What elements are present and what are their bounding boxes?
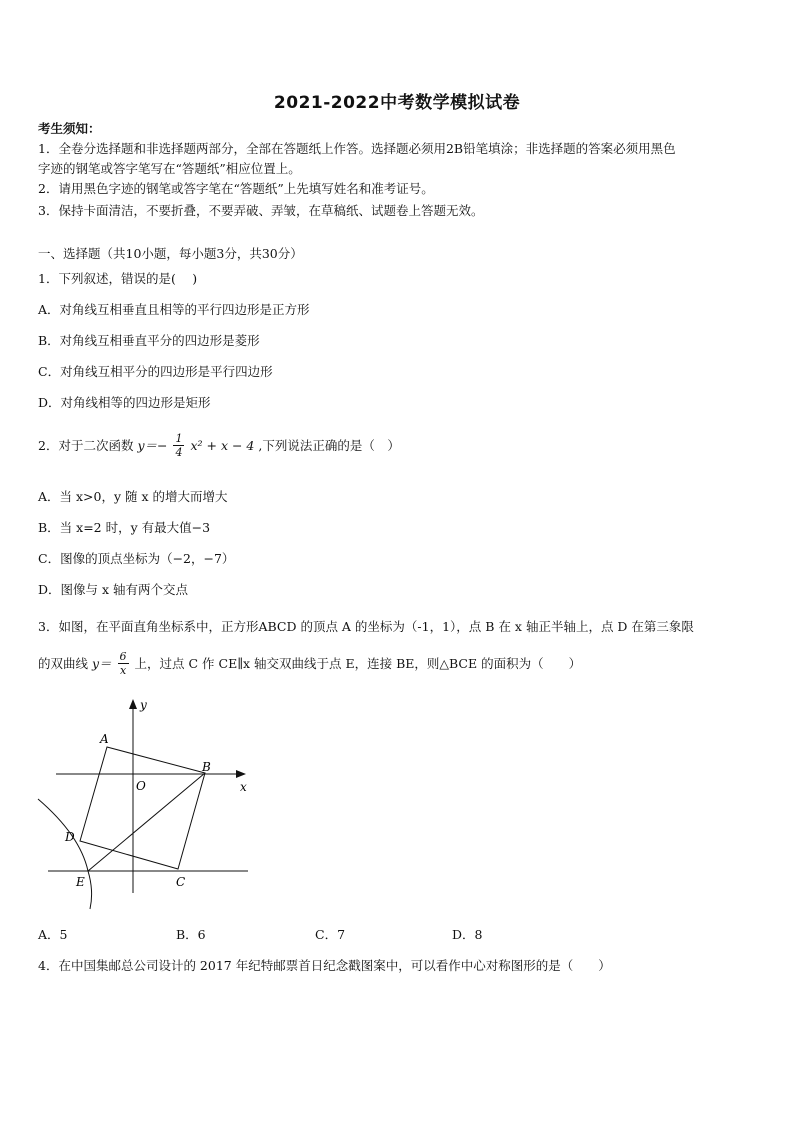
- q3-formula-left: y＝: [92, 655, 112, 671]
- q2-formula-left: y＝−: [137, 437, 168, 453]
- label-x: x: [240, 780, 247, 794]
- q2-option-b: B．当 x=2 时，y 有最大值−3: [38, 520, 211, 535]
- q3-option-b: B．6: [176, 927, 206, 942]
- q2-fraction-numerator: 1: [175, 432, 183, 445]
- q3-option-a: A．5: [38, 927, 68, 942]
- q3-option-c: C．7: [315, 927, 346, 942]
- section-heading: 一、选择题（共10小题，每小题3分，共30分）: [38, 246, 303, 261]
- notice-heading: 考生须知：: [38, 121, 101, 136]
- notice-item-1-line-2: 字迹的钢笔或答字笔写在“答题纸”相应位置上。: [38, 161, 301, 176]
- q3-figure: [30, 695, 260, 915]
- label-o: O: [136, 779, 146, 793]
- label-e: E: [76, 875, 85, 889]
- q2-fraction: [173, 432, 184, 459]
- q1-option-a: A．对角线互相垂直且相等的平行四边形是正方形: [38, 302, 310, 317]
- hyperbola-curve: [38, 799, 92, 909]
- q2-formula-right: x² + x − 4: [190, 437, 255, 453]
- label-b: B: [202, 760, 211, 774]
- q3-stem-line-1: 3．如图，在平面直角坐标系中，正方形ABCD 的顶点 A 的坐标为（-1，1），点 B 在 x 轴正半轴上，点 D 在第三象限: [38, 619, 694, 634]
- q1-option-c: C．对角线互相平分的四边形是平行四边形: [38, 364, 273, 379]
- q2-option-a: A．当 x>0，y 随 x 的增大而增大: [38, 489, 228, 504]
- label-y: y: [140, 698, 147, 712]
- q3-option-d: D．8: [452, 927, 483, 942]
- q1-option-d: D．对角线相等的四边形是矩形: [38, 395, 211, 410]
- notice-item-2: 2．请用黑色字迹的钢笔或答字笔在“答题纸”上先填写姓名和准考证号。: [38, 181, 434, 196]
- q3-stem-line-2: [38, 650, 758, 677]
- q3-line2-suffix: 上，过点 C 作 CE∥x 轴交双曲线于点 E，连接 BE，则△BCE 的面积为（ ）: [134, 655, 582, 671]
- segment-be: [88, 773, 205, 871]
- x-axis-arrow-icon: [236, 770, 246, 778]
- q2-option-d: D．图像与 x 轴有两个交点: [38, 582, 189, 597]
- q4-stem: 4．在中国集邮总公司设计的 2017 年纪特邮票首日纪念戳图案中，可以看作中心对称图形的是（ ）: [38, 958, 611, 973]
- notice-item-3: 3．保持卡面清洁，不要折叠，不要弄破、弄皱，在草稿纸、试题卷上答题无效。: [38, 203, 484, 218]
- q1-option-b: B．对角线互相垂直平分的四边形是菱形: [38, 333, 260, 348]
- q2-prefix: 2．对于二次函数: [38, 437, 134, 453]
- q2-option-c: C．图像的顶点坐标为（−2，−7）: [38, 551, 235, 566]
- notice-item-1-line-1: 1．全卷分选择题和非选择题两部分，全部在答题纸上作答。选择题必须用2B铅笔填涂；非选择题的答案必须用黑色: [38, 141, 676, 156]
- q1-stem: 1．下列叙述，错误的是( ): [38, 271, 198, 286]
- label-d: D: [65, 830, 75, 844]
- y-axis-arrow-icon: [129, 699, 137, 709]
- q3-fraction: [118, 650, 129, 677]
- q3-fraction-denominator: x: [119, 664, 127, 677]
- square-abcd: [80, 747, 205, 869]
- page-title: 2021-2022中考数学模拟试卷: [273, 93, 521, 113]
- q2-stem: [38, 432, 758, 459]
- q2-suffix: ,下列说法正确的是（ ）: [258, 437, 400, 453]
- q3-line2-prefix: 的双曲线: [38, 655, 89, 671]
- q3-fraction-numerator: 6: [119, 650, 127, 663]
- label-c: C: [176, 875, 186, 889]
- q2-fraction-denominator: 4: [175, 446, 183, 459]
- label-a: A: [100, 732, 109, 746]
